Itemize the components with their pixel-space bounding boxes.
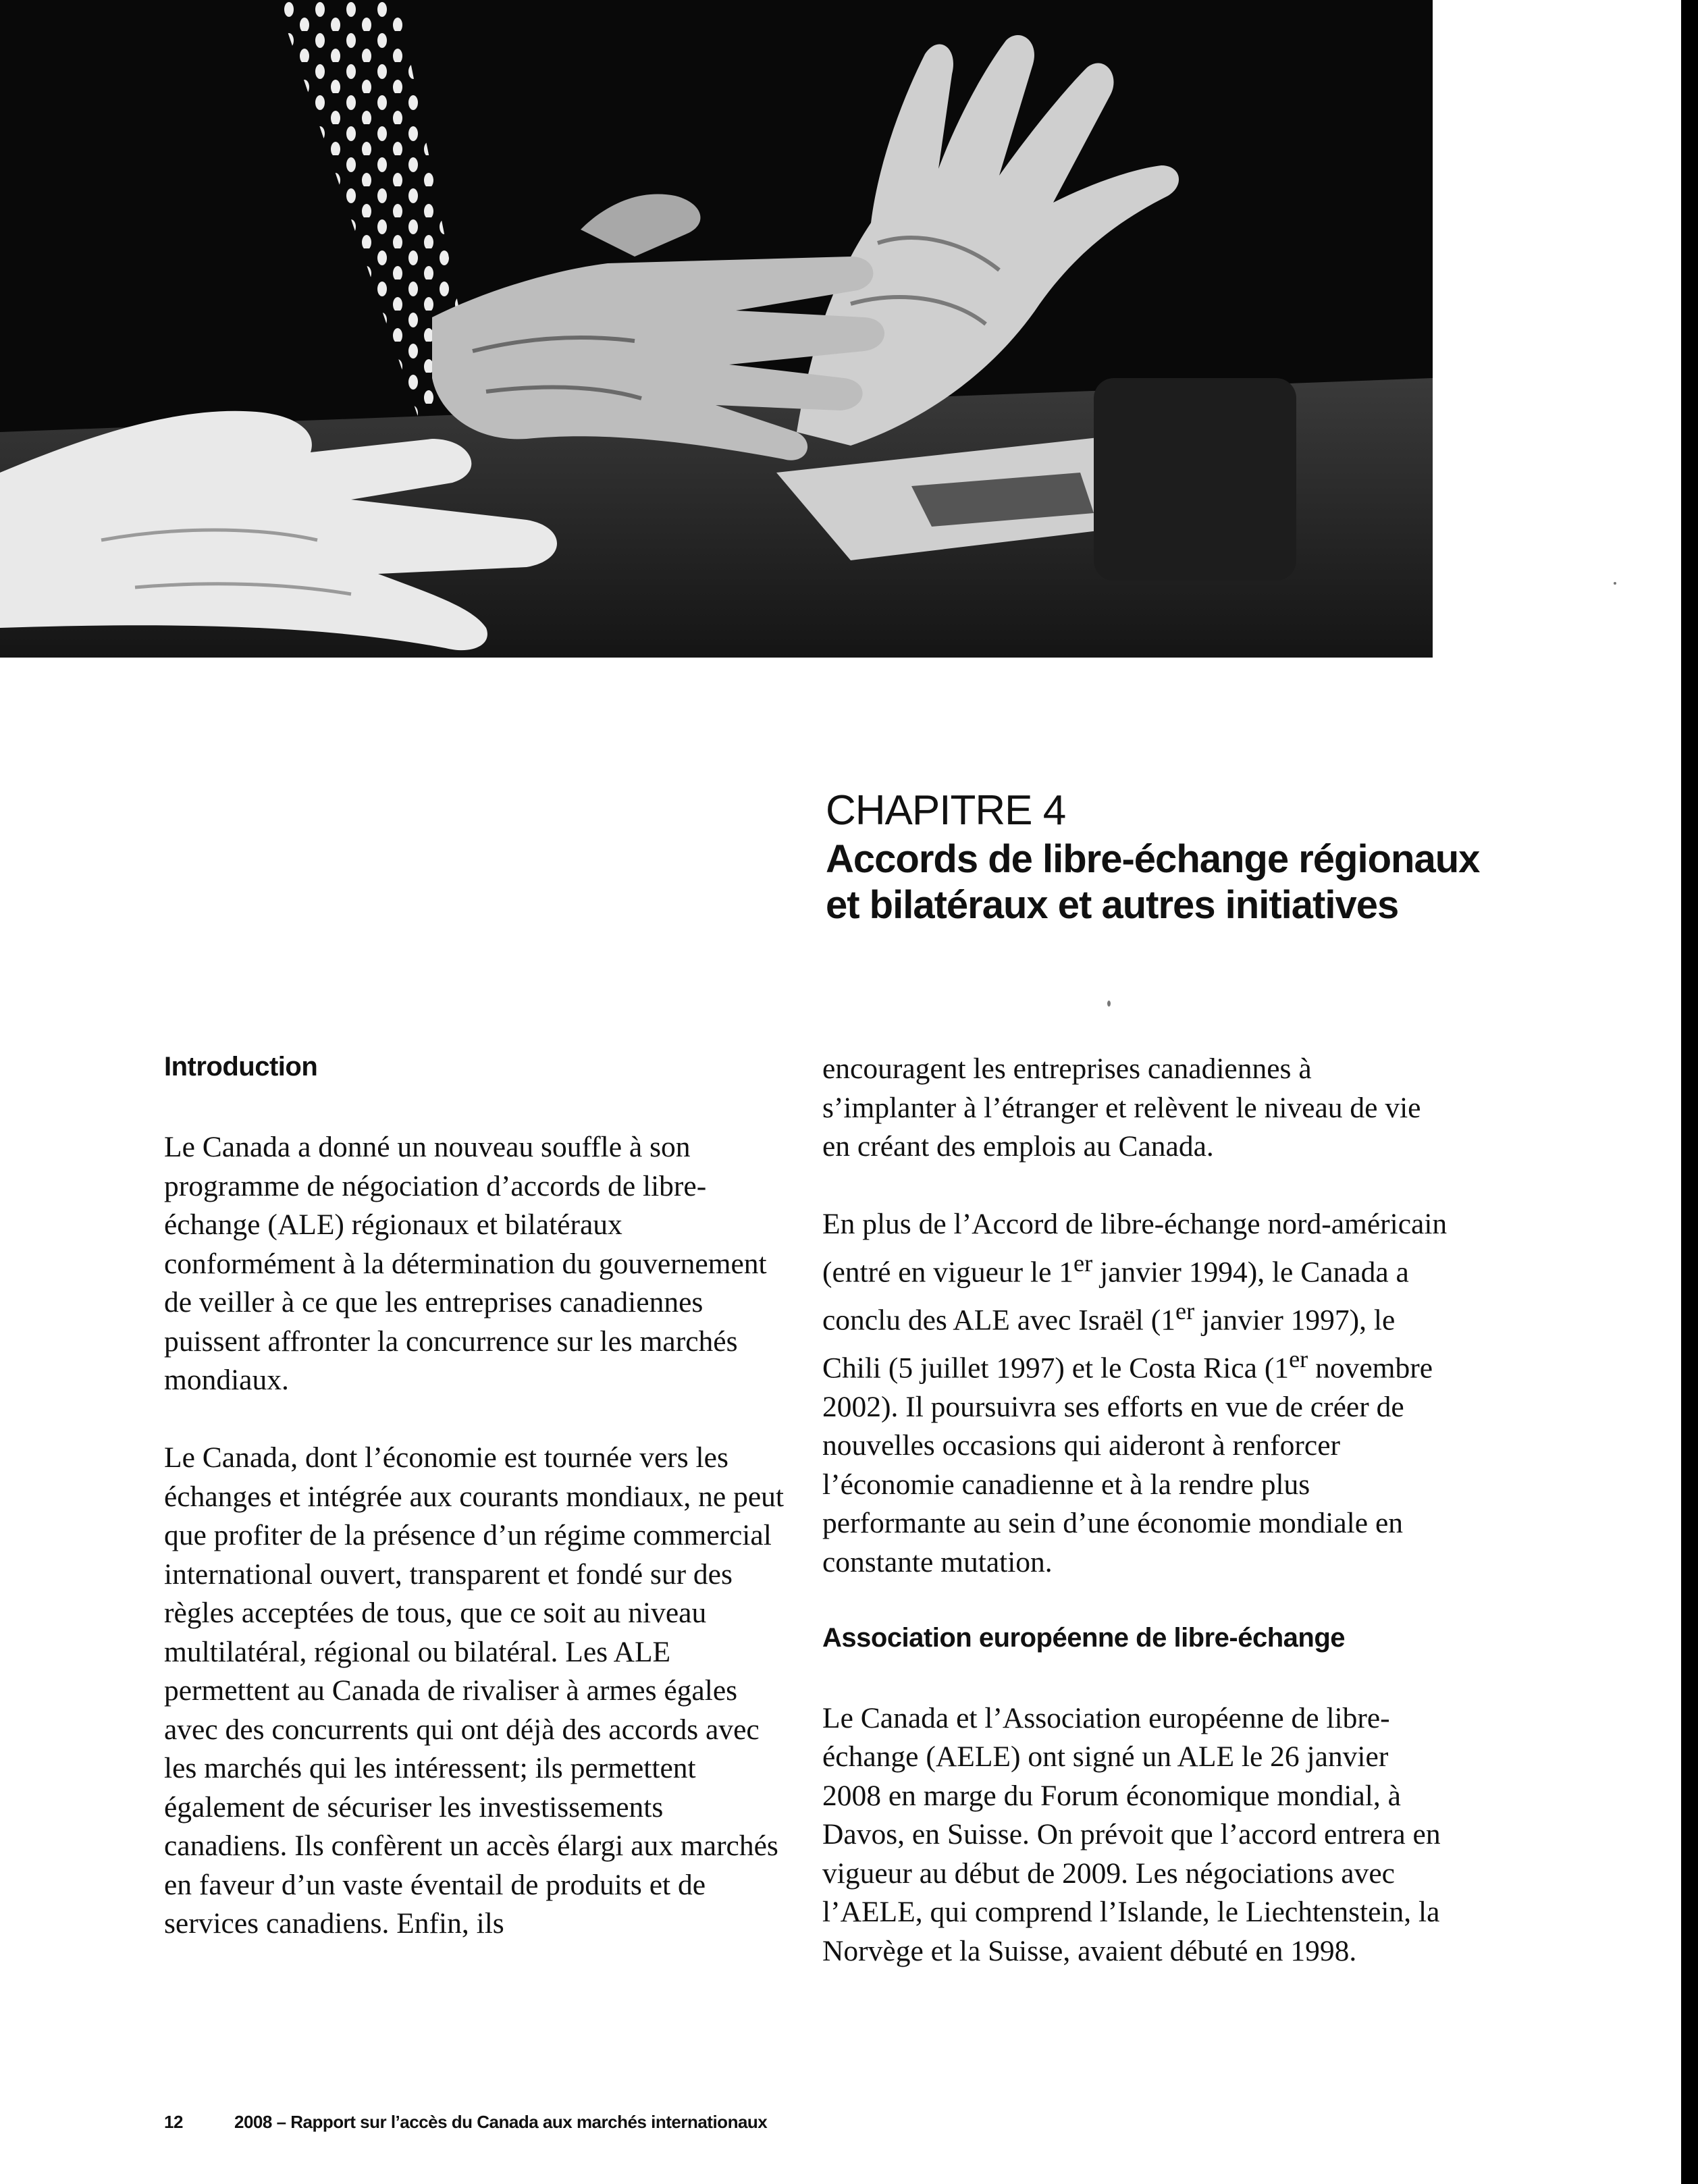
page-number: 12 xyxy=(164,2112,183,2132)
chapter-label: CHAPITRE 4 xyxy=(826,787,1066,834)
chapter-heading xyxy=(826,787,1636,928)
intro-paragraph-1: Le Canada a donné un nouveau souffle à son programme de négociation d’accords de libre-échange (ALE) régionaux et bilatéraux conformément à la détermination du gouvernement de veiller à ce que les entreprises canadiennes puissent affronter la concurrence sur les marchés mondiaux. xyxy=(164,1131,767,1396)
page-footer xyxy=(164,2112,767,2133)
hands-illustration xyxy=(0,0,1433,658)
right-column xyxy=(822,1050,1450,2010)
left-column xyxy=(164,1050,792,1982)
ordinal-suffix-3: er xyxy=(1289,1345,1308,1373)
section-heading-aele: Association européenne de libre-échange xyxy=(822,1622,1346,1653)
scan-speck xyxy=(1614,582,1616,585)
nafta-text-4: novembre 2002). Il poursuivra ses efforts en vue de créer de nouvelles occasions qui aideront à renforcer l’économie canadienne et à la rendre plus performante au sein d’une économie mondiale en constante mutation. xyxy=(822,1352,1433,1578)
nafta-text-1: En plus de l’Accord de libre-échange nord-américain (entré en vigueur le 1 xyxy=(822,1208,1448,1288)
chapter-title-line-2: et bilatéraux et autres initiatives xyxy=(826,883,1399,927)
intro-paragraph-2: Le Canada, dont l’économie est tournée vers les échanges et intégrée aux courants mondiaux, ne peut que profiter de la présence d’un régime commercial international ouvert, transparent et fondé sur des règles acceptées de tous, que ce soit au niveau multilatéral, régional ou bilatéral. Les ALE permettent au Canada de rivaliser à armes égales avec des concurrents qui ont déjà des accords avec les marchés qui les intéressent; ils permettent également de sécuriser les investissements canadiens. Ils confèrent un accès élargi aux marchés en faveur d’un vaste éventail de produits et de services canadiens. Enfin, ils xyxy=(164,1441,784,1940)
ordinal-suffix-2: er xyxy=(1175,1297,1195,1325)
scan-edge-bar xyxy=(1681,0,1698,2184)
scan-speck xyxy=(1107,1001,1111,1007)
nafta-text-2: janvier 1994), le Canada a conclu des ALE avec Israël (1 xyxy=(822,1256,1409,1336)
ordinal-suffix-1: er xyxy=(1073,1249,1093,1277)
header-photo-hands xyxy=(0,0,1433,658)
aele-paragraph: Le Canada et l’Association européenne de libre-échange (AELE) ont signé un ALE le 26 janvier 2008 en marge du Forum économique mondial, à Davos, en Suisse. On prévoit que l’accord entrera en vigueur au début de 2009. Les négociations avec l’AELE, qui comprend l’Islande, le Liechtenstein, la Norvège et la Suisse, avaient débuté en 1998. xyxy=(822,1701,1441,1967)
publication-title: 2008 – Rapport sur l’accès du Canada aux marchés internationaux xyxy=(234,2112,768,2132)
section-heading-introduction: Introduction xyxy=(164,1052,318,1082)
chapter-title-line-1: Accords de libre-échange régionaux xyxy=(826,837,1480,881)
continuation-paragraph: encouragent les entreprises canadiennes à s’implanter à l’étranger et relèvent le niveau de vie en créant des emplois au Canada. xyxy=(822,1053,1421,1163)
chapter-title xyxy=(826,836,1636,928)
nafta-paragraph xyxy=(822,1205,1450,1582)
nafta-text-3: janvier 1997), le Chili (5 juillet 1997) et le Costa Rica (1 xyxy=(822,1304,1396,1384)
